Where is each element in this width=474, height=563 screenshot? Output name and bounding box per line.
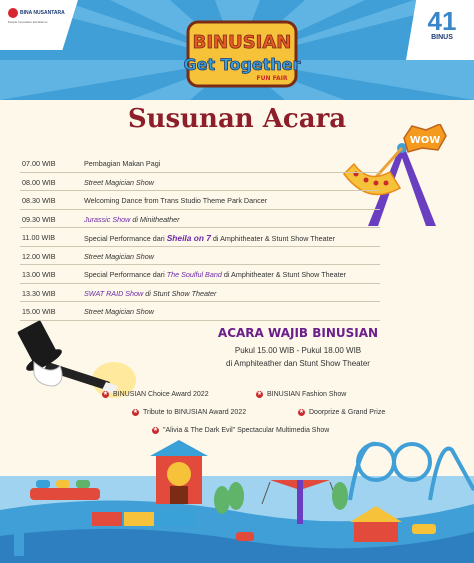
schedule-time: 15.00 WIB <box>22 307 56 316</box>
schedule-row <box>20 228 380 247</box>
mandatory-event-item <box>256 391 346 398</box>
star-bullet-icon: ★ <box>102 391 109 397</box>
brand-tagline: People Innovation Excellence <box>8 20 48 24</box>
mandatory-event-item <box>298 409 385 416</box>
magic-hat-wand-illustration <box>14 316 144 416</box>
schedule-time: 09.30 WIB <box>22 214 56 224</box>
schedule-row <box>20 247 380 266</box>
castle-illustration <box>150 440 208 504</box>
schedule-time: 08.30 WIB <box>22 196 56 205</box>
schedule-row <box>20 154 380 173</box>
schedule-event-highlight: The Soulful Band <box>166 270 222 279</box>
schedule-time: 07.00 WIB <box>22 159 56 168</box>
bina-nusantara-logo <box>8 8 65 18</box>
theme-park-illustration <box>0 440 474 563</box>
mandatory-event-label: "Alivia & The Dark Evil" Spectacular Multimedia Show <box>163 427 330 434</box>
mandatory-event-label: Doorprize & Grand Prize <box>309 409 386 416</box>
star-bullet-icon: ★ <box>256 391 263 397</box>
schedule-event-highlight: Sheila on 7 <box>166 233 211 243</box>
mandatory-event-label: BINUSIAN Fashion Show <box>267 391 347 398</box>
page-title: Susunan Acara <box>127 104 347 134</box>
schedule-row <box>20 210 380 229</box>
schedule-event: Street Magician Show <box>84 307 154 316</box>
schedule-row <box>20 173 380 192</box>
schedule-event-rest: di Amphitheater & Stunt Show Theater <box>210 234 336 243</box>
wow-text: WOW <box>409 135 441 146</box>
schedule-event <box>84 270 346 279</box>
binus-wordmark: BINUS <box>431 34 453 41</box>
header-banner <box>0 0 474 100</box>
water-slide-tower <box>14 512 24 556</box>
binus-anniversary-number: 41 <box>427 6 457 36</box>
schedule-time: 12.00 WIB <box>22 251 56 261</box>
star-bullet-icon: ★ <box>132 409 139 415</box>
logo-word-binusian: BINUSIAN <box>192 32 292 53</box>
logo-word-get-together: Get Together <box>183 55 301 74</box>
train-illustration <box>92 510 196 526</box>
binus-41-logo <box>420 8 464 48</box>
schedule-event <box>84 233 335 243</box>
schedule-event-highlight: Jurassic Show <box>84 214 131 224</box>
schedule-time: 11.00 WIB <box>22 233 56 242</box>
logo-fun-fair: FUN FAIR <box>256 75 288 82</box>
mandatory-events-title: ACARA WAJIB BINUSIAN <box>217 326 379 340</box>
mandatory-event-label: Tribute to BINUSIAN Award 2022 <box>143 409 247 416</box>
schedule-event-lead: Special Performance dari <box>84 234 167 243</box>
schedule-event-highlight: SWAT RAID Show <box>84 288 144 298</box>
schedule-time: 08.00 WIB <box>22 177 56 187</box>
mandatory-events-time: Pukul 15.00 WIB - Pukul 18.00 WIB <box>234 346 362 355</box>
star-bullet-icon: ★ <box>152 427 159 433</box>
star-bullet-icon: ★ <box>298 409 305 415</box>
mandatory-event-item <box>102 391 209 398</box>
mandatory-event-item <box>132 409 246 416</box>
binusian-get-together-logo <box>182 18 302 90</box>
schedule-row <box>20 284 380 303</box>
mandatory-event-label: BINUSIAN Choice Award 2022 <box>113 391 209 398</box>
schedule-event: Street Magician Show <box>84 177 154 187</box>
schedule-event: Welcoming Dance from Trans Studio Theme Park Dancer <box>84 196 268 205</box>
schedule-event-rest: di Minitheather <box>130 214 180 224</box>
schedule-event: Pembagian Makan Pagi <box>84 159 161 168</box>
schedule-event-rest: di Stunt Show Theater <box>143 288 217 298</box>
schedule-table <box>20 154 380 321</box>
schedule-event-lead: Special Performance dari <box>84 270 167 279</box>
mandatory-events-place: di Amphiteather dan Stunt Show Theater <box>226 359 370 368</box>
schedule-row <box>20 191 380 210</box>
schedule-event <box>84 289 216 298</box>
schedule-event: Street Magician Show <box>84 251 154 261</box>
schedule-event-rest: di Amphitheater & Stunt Show Theater <box>221 270 346 279</box>
schedule-time: 13.30 WIB <box>22 288 56 298</box>
mandatory-event-item <box>152 427 329 434</box>
schedule-row <box>20 265 380 284</box>
brand-name: BINA NUSANTARA <box>20 10 65 16</box>
wow-badge <box>400 124 450 154</box>
schedule-event <box>84 215 179 224</box>
schedule-time: 13.00 WIB <box>22 270 56 279</box>
bina-nusantara-mark-icon <box>8 8 18 18</box>
